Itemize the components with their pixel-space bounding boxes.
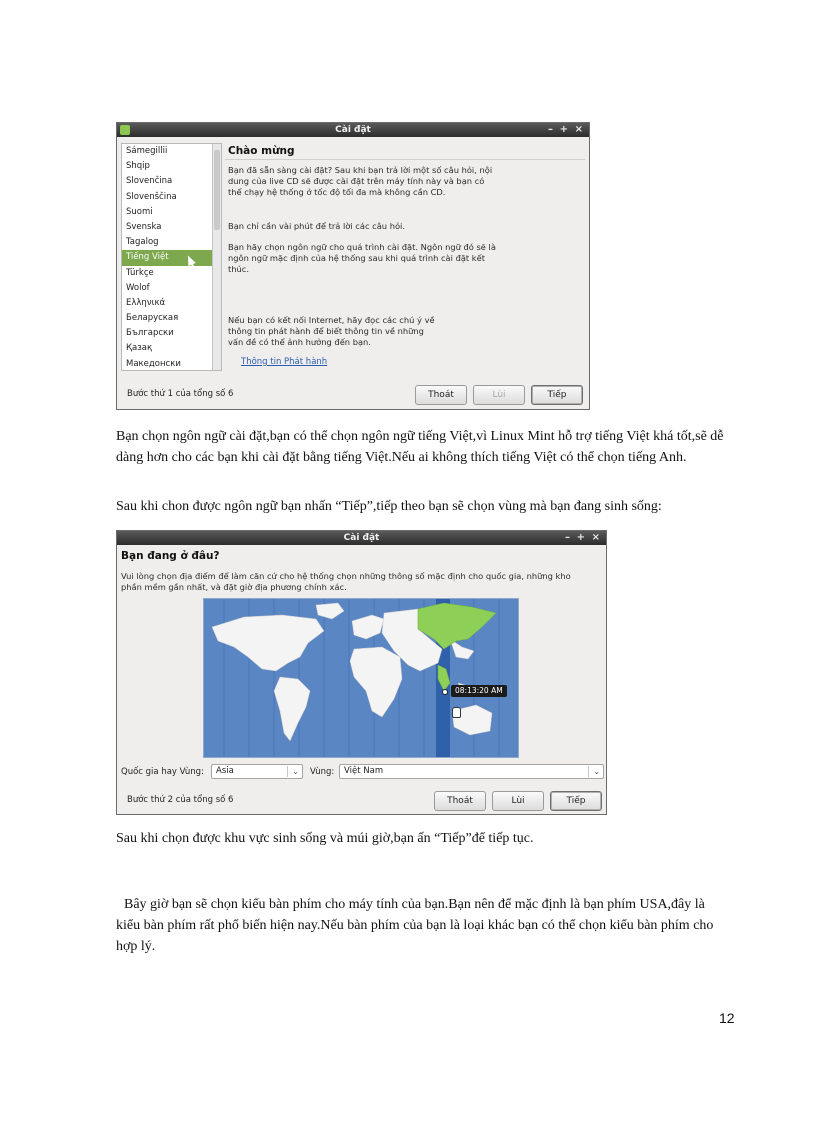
location-description: Vui lòng chọn địa điểm để làm căn cứ cho hệ thống chọn những thông số mặc định cho quốc gia, những kho phần mềm gần nhất, và đặt giờ địa phương chính xác. [121, 571, 571, 592]
welcome-paragraph: Nếu bạn có kết nối Internet, hãy đọc các chú ý về thông tin phát hành để biết thông tin về những vấn đề có thể ảnh hưởng đến bạn. [228, 315, 435, 347]
maximize-icon[interactable]: + [559, 124, 568, 135]
window-titlebar [117, 531, 606, 545]
zone-select[interactable] [339, 764, 604, 779]
combo-separator [287, 766, 288, 777]
language-item[interactable]: Svenska [126, 221, 162, 232]
step-indicator: Bước thứ 2 của tổng số 6 [127, 795, 234, 805]
location-marker-icon [442, 689, 448, 695]
minimize-icon[interactable]: – [565, 532, 570, 543]
language-item[interactable]: Slovenčina [126, 176, 173, 187]
quit-button[interactable]: Thoát [415, 385, 467, 405]
location-heading: Bạn đang ở đâu? [121, 550, 220, 562]
back-button[interactable]: Lùi [492, 791, 544, 811]
quit-button[interactable]: Thoát [434, 791, 486, 811]
language-item[interactable]: Ελληνικά [126, 297, 166, 308]
world-map-svg [204, 599, 519, 758]
welcome-paragraph: Bạn hãy chọn ngôn ngữ cho quá trình cài đặt. Ngôn ngữ đó sẽ là ngôn ngữ mặc định của hệ thống sau khi quá trình cài đặt kết thúc. [228, 242, 496, 274]
chevron-down-icon: ⌄ [593, 767, 600, 776]
language-item[interactable]: Български [126, 328, 174, 339]
chevron-down-icon: ⌄ [292, 767, 299, 776]
caption-language: Bạn chọn ngôn ngữ cài đặt,bạn có thể chọn ngôn ngữ tiếng Việt,vì Linux Mint hỗ trợ tiếng Việt khá tốt,sẽ dễ dàng hơn cho các bạn khi cài đặt bằng tiếng Việt.Nếu ai không thích tiếng Việt có thể chọn tiếng Anh. [116, 429, 724, 465]
step-indicator: Bước thứ 1 của tổng số 6 [127, 389, 234, 399]
combo-separator [588, 766, 589, 777]
hand-pointer-icon [452, 707, 461, 718]
window-title: Cài đặt [343, 533, 380, 543]
welcome-heading: Chào mừng [228, 145, 295, 157]
zone-select-value: Việt Nam [344, 766, 384, 776]
page-number: 12 [719, 1010, 735, 1026]
scrollbar-thumb[interactable] [214, 150, 220, 230]
maximize-icon[interactable]: + [576, 532, 585, 543]
next-button[interactable]: Tiếp [531, 385, 583, 405]
language-item[interactable]: Wolof [126, 282, 150, 293]
language-item[interactable]: Slovenščina [126, 191, 177, 202]
close-icon[interactable]: × [574, 124, 583, 135]
window-title: Cài đặt [335, 125, 371, 135]
time-tooltip: 08:13:20 AM [451, 685, 507, 697]
language-item[interactable]: Қазақ [126, 343, 153, 354]
language-item[interactable]: Македонски [126, 358, 181, 369]
caption-location: Sau khi chọn được khu vực sinh sống và múi giờ,bạn ấn “Tiếp”để tiếp tục. [116, 831, 534, 846]
language-item[interactable]: Shqip [126, 161, 150, 172]
release-notes-link[interactable]: Thông tin Phát hành [241, 357, 328, 367]
language-item[interactable]: Türkçe [126, 267, 154, 278]
installer-screenshot-location [116, 530, 607, 815]
language-item[interactable]: Tagalog [126, 237, 159, 248]
language-list[interactable] [121, 143, 222, 371]
minimize-icon[interactable]: – [548, 124, 553, 135]
welcome-paragraph: Bạn đã sẵn sàng cài đặt? Sau khi bạn trả lời một số câu hỏi, nội dung của live CD sẽ được cài đặt trên máy tính này và bạn có thể chạy hệ thống ở tốc độ tối đa mà không cần CD. [228, 165, 493, 197]
region-select-value: Asia [216, 766, 234, 776]
zone-label: Vùng: [310, 767, 335, 777]
next-button[interactable]: Tiếp [550, 791, 602, 811]
close-icon[interactable]: × [591, 532, 600, 543]
world-map[interactable] [203, 598, 519, 758]
language-item[interactable]: Suomi [126, 206, 153, 217]
caption-keyboard: Bây giờ bạn sẽ chọn kiểu bàn phím cho máy tính của bạn.Bạn nên để mặc định là bạn phím USA,đây là kiểu bàn phím rất phổ biến hiện nay.Nếu bàn phím của bạn là loại khác bạn có thể chọn kiểu bàn phím cho hợp lý. [116, 897, 714, 954]
heading-divider [225, 159, 585, 160]
language-list-scrollbar[interactable] [212, 144, 221, 370]
welcome-paragraph: Bạn chỉ cần vài phút để trả lời các câu hỏi. [228, 221, 405, 231]
mint-app-icon [120, 125, 130, 135]
language-item-selected[interactable]: Tiếng Việt [122, 250, 221, 265]
back-button[interactable]: Lùi [473, 385, 525, 405]
caption-after-language: Sau khi chon được ngôn ngữ bạn nhấn “Tiếp”,tiếp theo bạn sẽ chọn vùng mà bạn đang sinh sống: [116, 499, 662, 514]
window-titlebar [117, 123, 589, 137]
region-label: Quốc gia hay Vùng: [121, 767, 204, 777]
welcome-pane [225, 141, 585, 373]
language-item[interactable]: Sámegillii [126, 146, 168, 156]
language-item[interactable]: Беларуская [126, 313, 179, 324]
region-select[interactable] [211, 764, 303, 779]
installer-screenshot-language [116, 122, 590, 410]
